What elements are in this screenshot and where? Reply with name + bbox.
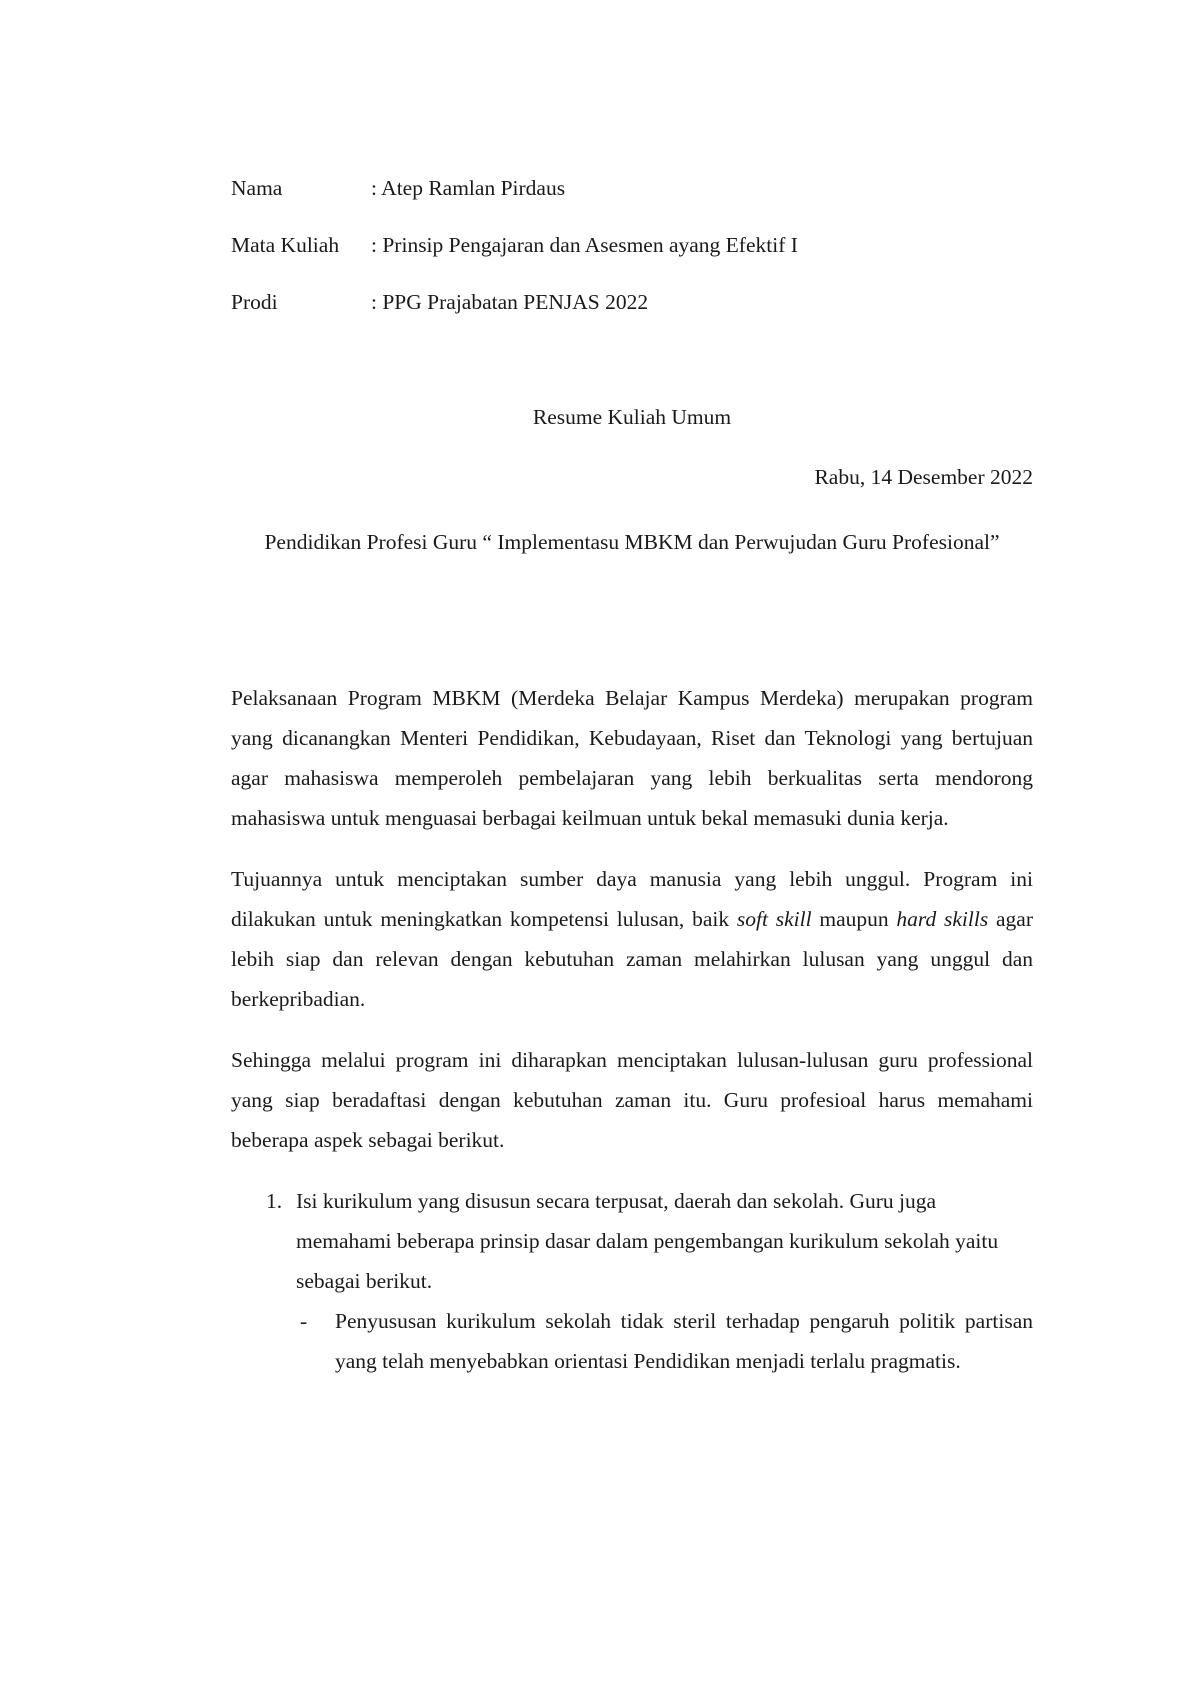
list-item-text: Isi kurikulum yang disusun secara terpusat, daerah dan sekolah. Guru juga memahami beberapa prinsip dasar dalam pengembangan kurikulum sekolah yaitu sebagai berikut. — [296, 1189, 999, 1293]
list-item-number: 1. — [266, 1189, 283, 1213]
paragraph-2-part-a: Tujuannya untuk menciptakan sumber daya manusia yang lebih unggul. Program ini dilakukan untuk meningkatkan kompetensi lulusan, baik — [231, 867, 1033, 931]
sub-list-item — [300, 1301, 1033, 1381]
document-subtitle: Pendidikan Profesi Guru “ Implementasu MBKM dan Perwujudan Guru Profesional” — [264, 530, 1000, 554]
sub-list-dash: - — [300, 1309, 308, 1333]
paragraph-2 — [231, 859, 1033, 1019]
prodi-label: Prodi — [231, 290, 278, 314]
paragraph-3: Sehingga melalui program ini diharapkan menciptakan lulusan-lulusan guru professional yang siap beradaftasi dengan kebutuhan zaman itu. Guru profesioal harus memahami beberapa aspek sebagai berikut. — [231, 1048, 1033, 1152]
paragraph-2-part-b: maupun — [811, 907, 897, 931]
hard-skills-term: hard skills — [896, 907, 989, 931]
info-row-course — [231, 231, 1031, 288]
course-value: : Prinsip Pengajaran dan Asesmen ayang Efektif I — [371, 233, 798, 257]
name-label: Nama — [231, 176, 283, 200]
name-value: : Atep Ramlan Pirdaus — [371, 176, 566, 200]
course-label: Mata Kuliah — [231, 233, 340, 257]
document-title: Resume Kuliah Umum — [532, 405, 732, 429]
info-row-name — [231, 174, 1031, 231]
document-body — [231, 678, 1033, 1381]
prodi-value: : PPG Prajabatan PENJAS 2022 — [371, 290, 649, 314]
soft-skill-term: soft skill — [736, 907, 812, 931]
info-row-prodi — [231, 288, 1031, 345]
paragraph-2-part-c: agar lebih siap dan relevan dengan kebutuhan zaman melahirkan lulusan yang unggul dan berkepribadian. — [231, 907, 1033, 1011]
student-info — [231, 174, 1031, 345]
list-item — [266, 1181, 1033, 1301]
document-date: Rabu, 14 Desember 2022 — [814, 465, 1033, 489]
paragraph-1: Pelaksanaan Program MBKM (Merdeka Belajar Kampus Merdeka) merupakan program yang dicanangkan Menteri Pendidikan, Kebudayaan, Riset dan Teknologi yang bertujuan agar mahasiswa memperoleh pembelajaran yang lebih berkualitas serta mendorong mahasiswa untuk menguasai berbagai keilmuan untuk bekal memasuki dunia kerja. — [231, 686, 1033, 830]
sub-list-text: Penyususan kurikulum sekolah tidak steril terhadap pengaruh politik partisan yang telah menyebabkan orientasi Pendidikan menjadi terlalu pragmatis. — [335, 1309, 1033, 1373]
